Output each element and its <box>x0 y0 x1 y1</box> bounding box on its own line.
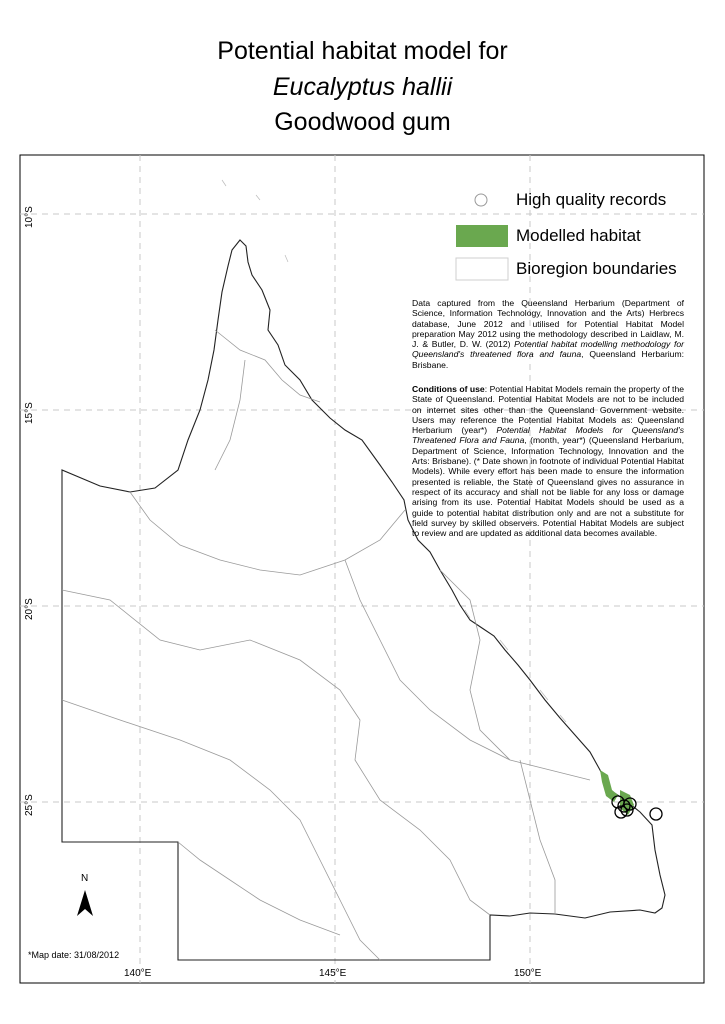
legend-record-marker <box>475 194 487 206</box>
north-arrow-icon <box>77 890 93 916</box>
legend-records-label: High quality records <box>516 190 667 209</box>
conditions-heading: Conditions of use <box>412 384 485 394</box>
title-line-3: Goodwood gum <box>274 108 451 136</box>
longitude-label-150: 150°E <box>514 968 542 979</box>
latitude-label-25: 25°S <box>24 794 35 816</box>
title-line-2: Eucalyptus hallii <box>272 73 453 101</box>
north-label: N <box>81 873 89 884</box>
conditions-text-1: : Potential Habitat Models remain the property of the State of Queensland. Potential Habitat Models are not to be included on internet sites other than the Queensland Government website. Users may reference the Potential Habitat Models as: Queensland Herbarium (year*) <box>412 384 684 436</box>
conditions-italic: Potential Habitat Models for Queensland's Threatened Flora and Fauna <box>412 425 684 446</box>
latitude-label-20: 20°S <box>24 598 35 620</box>
legend-habitat-label: Modelled habitat <box>516 226 641 245</box>
legend-habitat-swatch <box>456 225 508 247</box>
longitude-label-145: 145°E <box>319 968 347 979</box>
conditions-paragraph <box>412 384 684 538</box>
legend-bioregion-label: Bioregion boundaries <box>516 259 677 278</box>
data-source-paragraph <box>412 298 684 370</box>
conditions-text-2: , (month, year*) (Queensland Herbarium, Department of Science, Information Technology, Innovation and the Arts: Brisbane). (* Date shown in footnote of individual Potential Habitat Models). While every effort has been made to ensure the information presented is reliable, the State of Queensland gives no assurance in respect of its accuracy and shall not be liable for any loss or damage arising from its use. Potential Habitat Models should be used as a guide to potential habitat distribution only and are not a substitute for field survey by skilled observers. Potential Habitat Models are subject to review and are updated as additional data becomes available. <box>412 435 684 539</box>
latitude-label-10: 10°S <box>24 206 35 228</box>
record-points <box>612 796 662 820</box>
title-line-1: Potential habitat model for <box>217 37 508 65</box>
data-source-tail: , Queensland Herbarium: Brisbane. <box>412 349 684 370</box>
data-source-text: Data captured from the Queensland Herbarium (Department of Science, Information Technology, Innovation and the Arts) Herbrecs database, June 2012 and utilised for Potential Habitat Model preparation May 2012 using the methodology described in Laidlaw, M. J. & Butler, D. W. (2012) <box>412 298 684 350</box>
latitude-label-15: 15°S <box>24 402 35 424</box>
data-source-italic: Potential habitat modelling methodology for Queensland's threatened flora and fauna <box>412 339 684 360</box>
graticule <box>20 155 704 983</box>
map-date: *Map date: 31/08/2012 <box>28 950 120 960</box>
longitude-label-140: 140°E <box>124 968 152 979</box>
legend-bioregion-swatch <box>456 258 508 280</box>
